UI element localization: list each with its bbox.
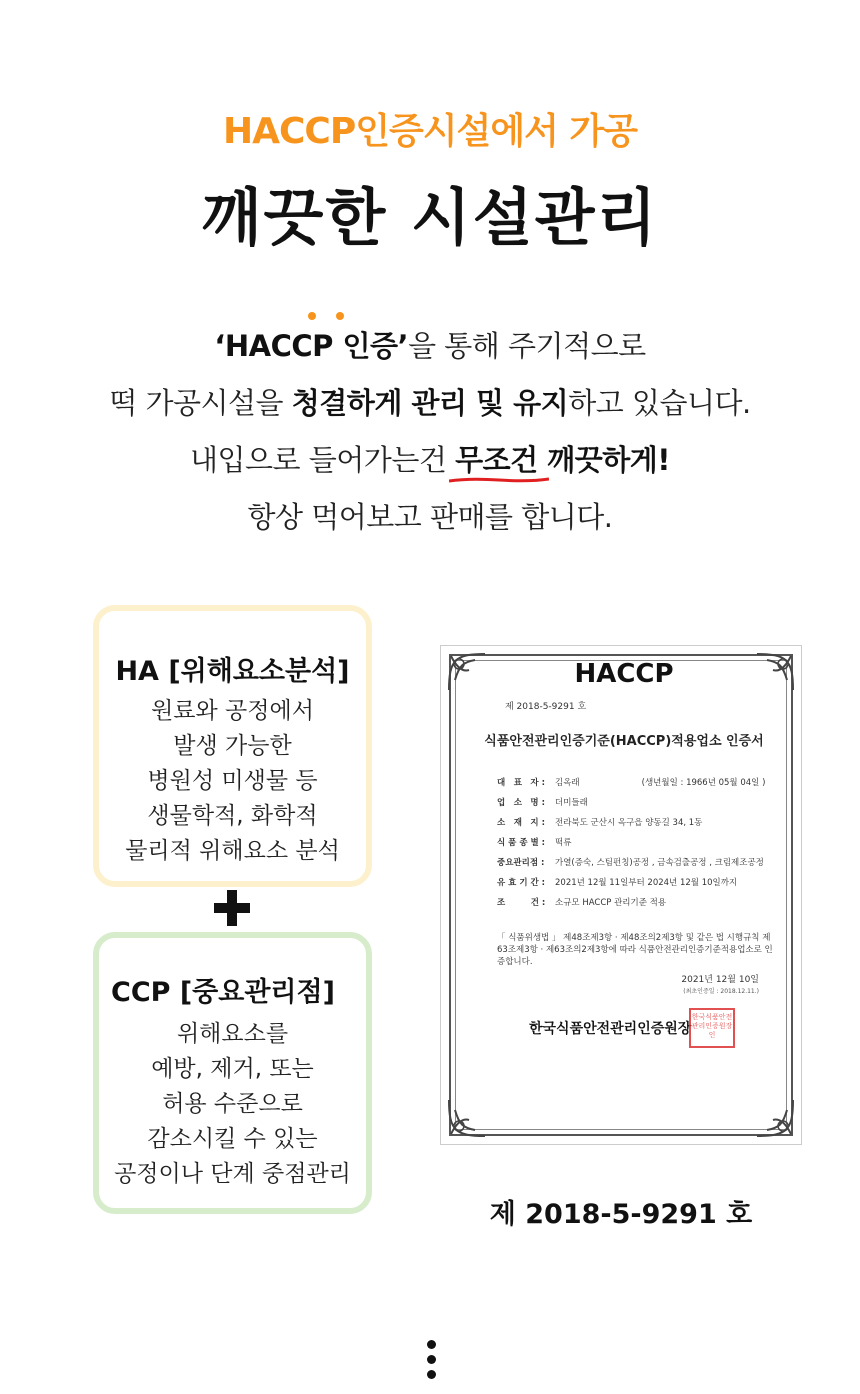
emphasis-dot <box>308 312 316 320</box>
ornament-corner-icon <box>445 1096 489 1140</box>
intro-l1-rest: 을 통해 주기적으로 <box>408 329 646 363</box>
ha-box <box>93 605 372 887</box>
row-key: 중요관리점 : <box>497 858 545 868</box>
clean-emphasis <box>455 432 670 489</box>
ccp-line: 위해요소를 <box>176 1021 289 1047</box>
certificate-row <box>497 796 588 808</box>
ccp-line: 감소시킬 수 있는 <box>147 1126 318 1152</box>
section-subtitle: HACCP인증시설에서 가공 <box>223 111 637 152</box>
certificate-number: 제 2018-5-9291 호 <box>505 702 587 712</box>
ornament-corner-icon <box>753 1096 797 1140</box>
row-key: 소 재 지 : <box>497 818 545 828</box>
row-key: 유 효 기 간 : <box>497 878 546 888</box>
intro-l3-bold: 무조건 깨끗하게! <box>455 443 670 477</box>
intro-line-4: 항상 먹어보고 판매를 합니다. <box>247 500 613 534</box>
ha-line: 발생 가능한 <box>173 733 292 759</box>
row-value: 소규모 HACCP 관리기준 적용 <box>555 898 667 908</box>
certificate-logo: HACCP <box>574 659 674 689</box>
ornament-corner-icon <box>445 650 489 694</box>
certificate-paragraph: 「 식품위생법 」 제48조제3항 · 제48조의2제3항 및 같은 법 시행규칙 제63조제3항 · 제63조의2제3항에 따라 식품안전관리인증기준적용업소로 인증합니다. <box>497 933 773 967</box>
section-title: 깨끗한 시설관리 <box>201 181 659 254</box>
row-value: 떡류 <box>555 838 572 848</box>
certificate-issuer: 한국식품안전관리인증원장 <box>529 1021 692 1037</box>
ha-heading: HA [위해요소분석] <box>115 656 350 687</box>
ccp-heading: CCP [중요관리점] <box>111 977 335 1008</box>
row-value: 김옥래 <box>555 778 580 788</box>
intro-l2-bold: 청결하게 관리 및 유지 <box>291 386 569 420</box>
certificate-row <box>497 776 765 788</box>
certificate-row <box>497 876 737 888</box>
ccp-line: 공정이나 단계 중점관리 <box>114 1161 351 1187</box>
ha-line: 물리적 위해요소 분석 <box>125 838 340 864</box>
row-value: 가열(증숙, 스팀펀칭)공정 , 금속검출공정 , 크림제조공정 <box>555 858 764 868</box>
certificate-title: 식품안전관리인증기준(HACCP)적용업소 인증서 <box>484 734 764 749</box>
intro-l2-post: 하고 있습니다. <box>568 386 751 420</box>
row-extra: (생년월일 : 1966년 05월 04일 ) <box>641 778 766 788</box>
red-seal-stamp: 한국식품안전관리인증원장인 <box>689 1008 735 1048</box>
certificate-row <box>497 856 764 868</box>
row-key: 대 표 자 : <box>497 778 545 788</box>
certificate-row <box>497 816 702 828</box>
red-brush-underline <box>449 477 549 483</box>
emphasis-dot <box>336 312 344 320</box>
row-key: 식 품 종 별 : <box>497 838 546 848</box>
ccp-line: 허용 수준으로 <box>162 1091 303 1117</box>
certificate-border <box>449 654 793 1136</box>
intro-l2-pre: 떡 가공시설을 <box>109 386 292 420</box>
row-key: 조 건 : <box>497 898 546 908</box>
haccp-certificate <box>440 645 802 1145</box>
certificate-first-date: (최초인증일 : 2018.12.11.) <box>683 988 759 995</box>
plus-icon <box>212 888 252 928</box>
certificate-row <box>497 896 666 908</box>
row-value: 전라북도 군산시 옥구읍 양동길 34, 1동 <box>555 818 703 828</box>
certificate-date: 2021년 12월 10일 <box>681 975 759 985</box>
intro-text <box>0 318 860 546</box>
certificate-row <box>497 836 571 848</box>
ornament-corner-icon <box>753 650 797 694</box>
row-key: 업 소 명 : <box>497 798 545 808</box>
ha-line: 원료와 공정에서 <box>151 698 314 724</box>
intro-line-1 <box>0 318 860 375</box>
ha-line: 병원성 미생물 등 <box>147 768 318 794</box>
intro-line-2 <box>0 375 860 432</box>
intro-l3-pre: 내입으로 들어가는건 <box>190 443 456 477</box>
haccp-cert-emphasis <box>214 318 408 375</box>
ccp-box <box>93 932 372 1214</box>
certificate-caption: 제 2018-5-9291 호 <box>489 1199 753 1230</box>
intro-line-3 <box>0 432 860 489</box>
more-dots-icon <box>427 1340 437 1385</box>
ccp-line: 예방, 제거, 또는 <box>151 1056 314 1082</box>
row-value: 더미들래 <box>555 798 588 808</box>
ha-line: 생물학적, 화학적 <box>147 803 318 829</box>
row-value: 2021년 12월 11일부터 2024년 12월 10일까지 <box>555 878 738 888</box>
intro-l1-bold: ‘HACCP 인증’ <box>214 329 409 363</box>
